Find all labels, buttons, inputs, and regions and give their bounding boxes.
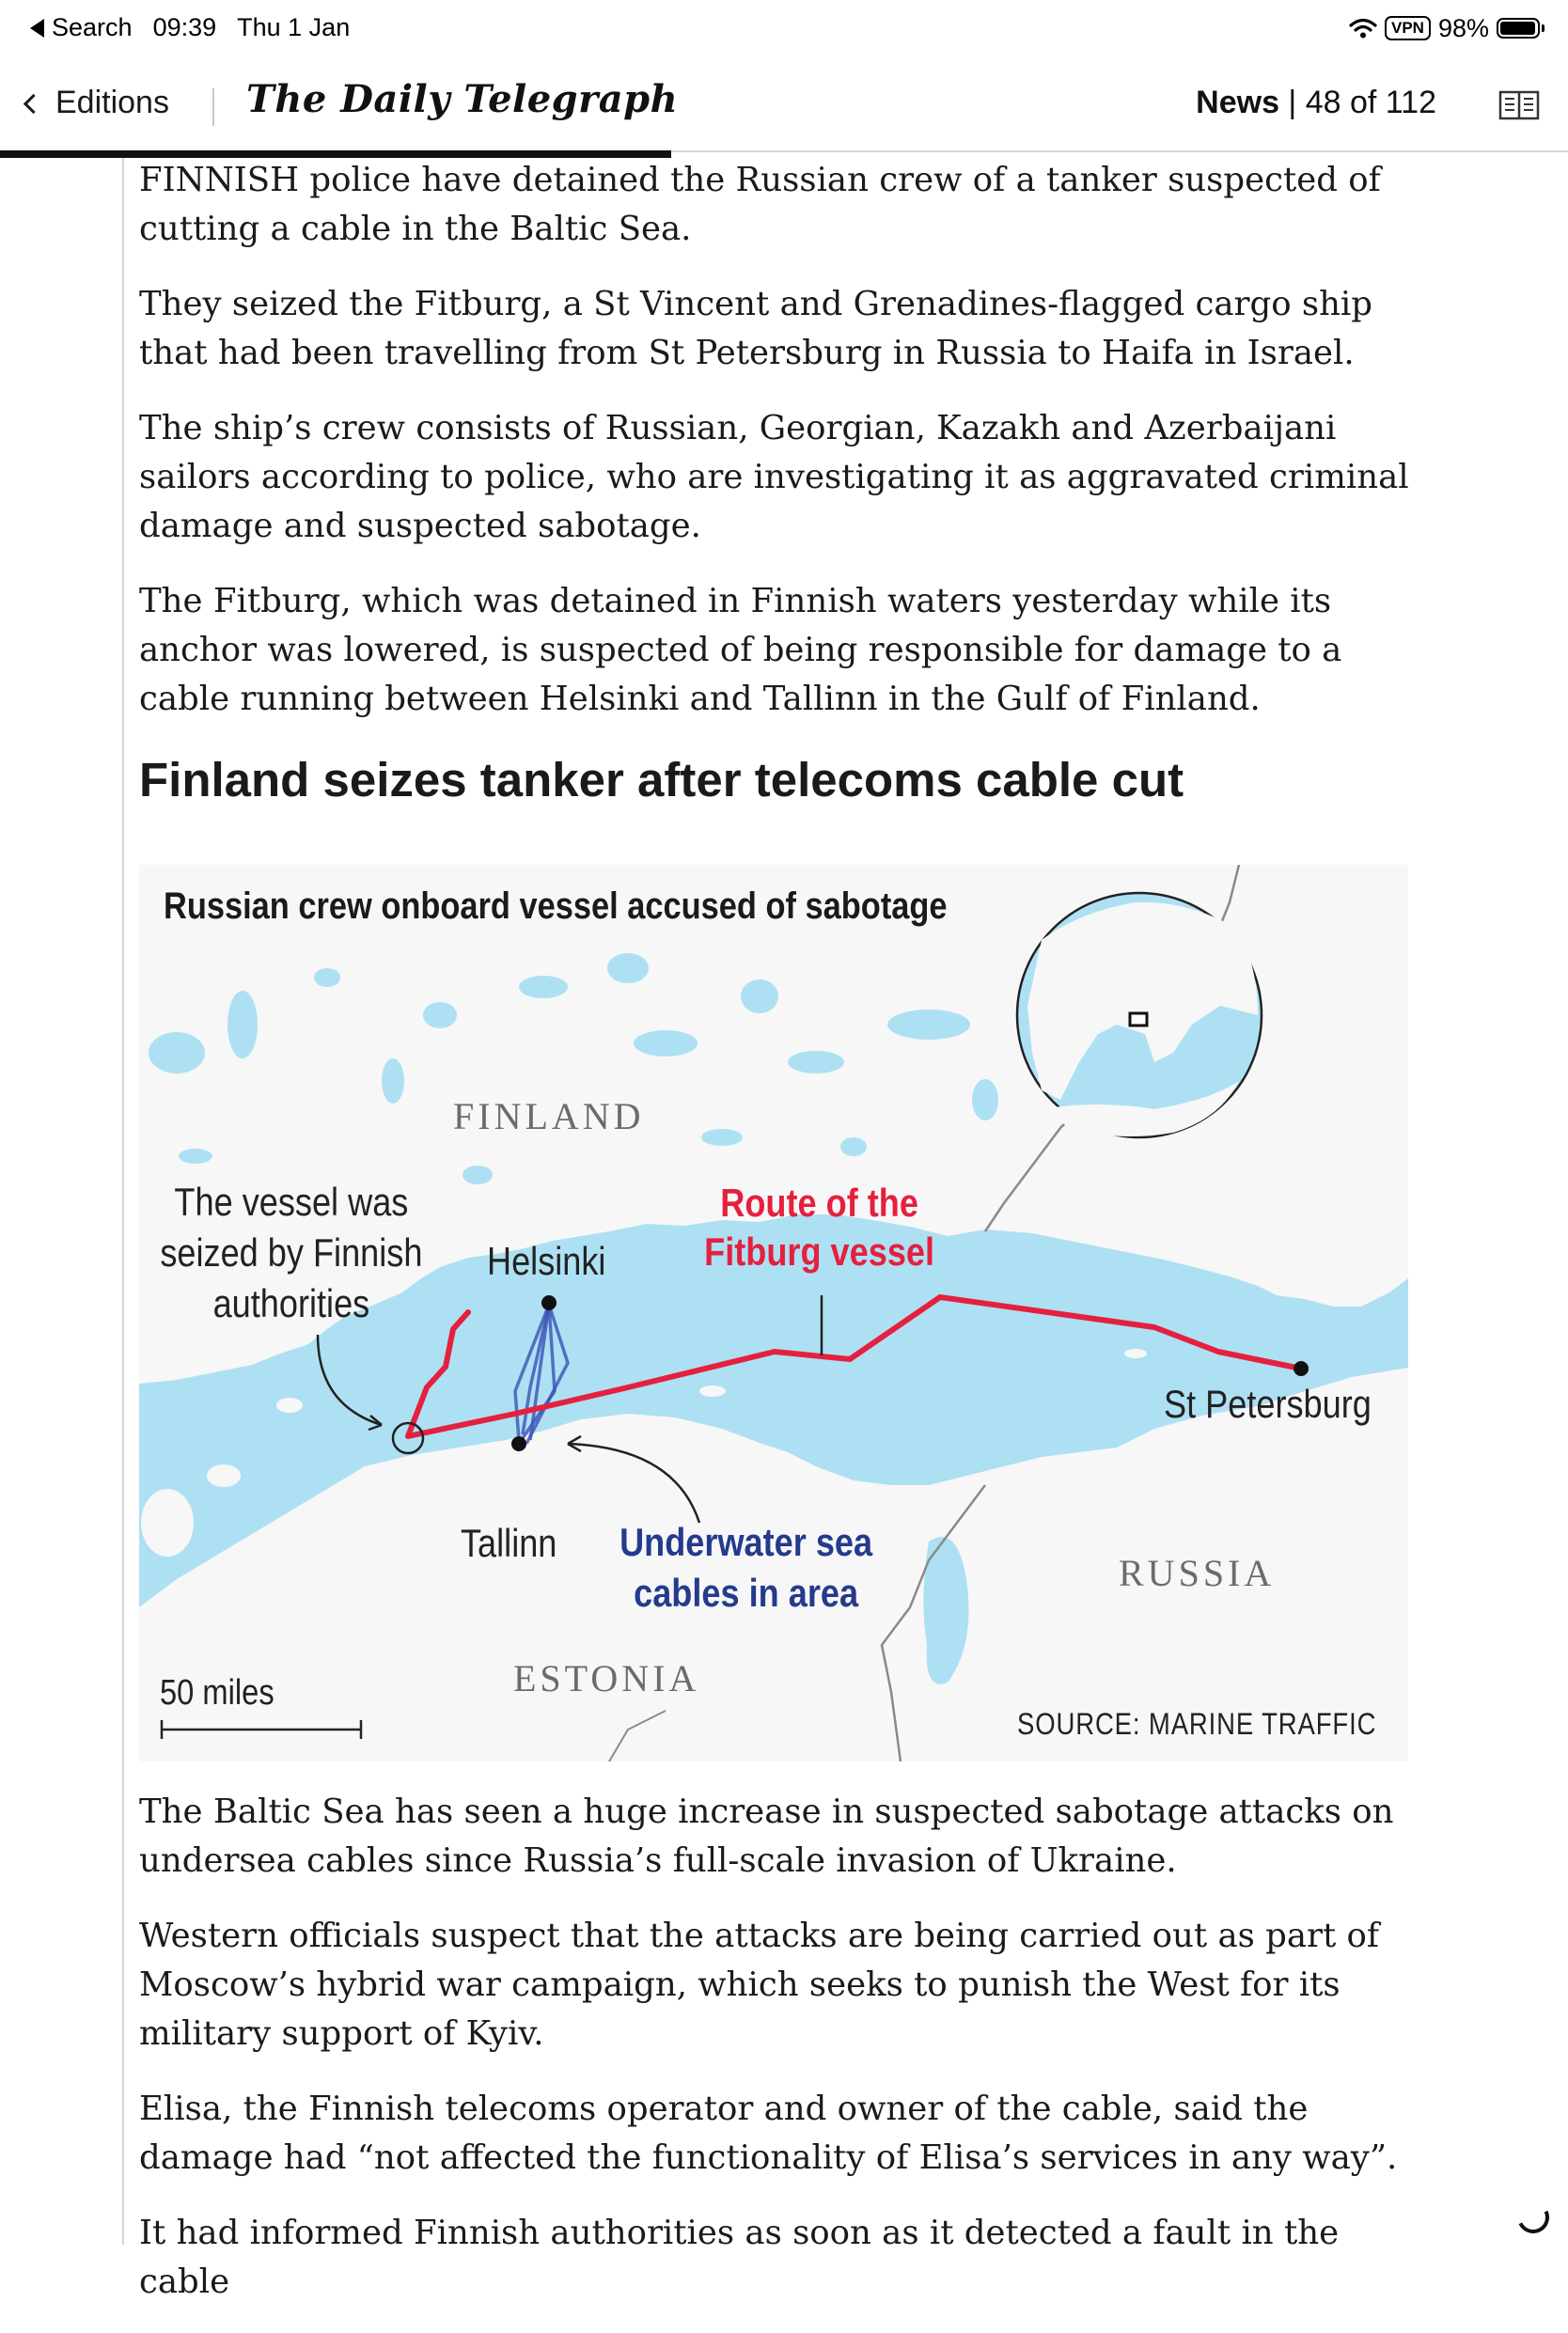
wifi-icon bbox=[1349, 17, 1377, 39]
article-paragraph: Elisa, the Finnish telecoms operator and owner of the cable, said the damage had “not affected the functionality of Elisa’s services in any way”. bbox=[139, 2090, 1398, 2177]
label-finland: FINLAND bbox=[453, 1095, 645, 1137]
label-estonia: ESTONIA bbox=[513, 1657, 700, 1699]
article-paragraph: They seized the Fitburg, a St Vincent and Grenadines-flagged cargo ship that had been travelling from St Petersburg in Russia to Haifa in Israel. bbox=[139, 285, 1373, 372]
status-date: Thu 1 Jan bbox=[237, 13, 351, 41]
status-bar bbox=[0, 0, 1568, 58]
battery-icon bbox=[1497, 18, 1540, 39]
status-right bbox=[1349, 11, 1540, 45]
annotation-route-line: Fitburg vessel bbox=[704, 1229, 935, 1274]
annotation-route bbox=[690, 1179, 949, 1276]
annotation-seized-line: authorities bbox=[212, 1281, 370, 1325]
battery-percent: 98% bbox=[1437, 13, 1489, 42]
article-paragraph: The ship’s crew consists of Russian, Georgian, Kazakh and Azerbaijani sailors according to police, who are investigating it as aggravated criminal damage and suspected sabotage. bbox=[139, 409, 1409, 545]
nav-divider bbox=[212, 88, 214, 126]
article-body-top bbox=[139, 156, 1429, 750]
annotation-seized bbox=[158, 1177, 425, 1329]
annotation-route-line: Route of the bbox=[720, 1181, 918, 1225]
section-name: News bbox=[1196, 85, 1279, 120]
article-paragraph: It had informed Finnish authorities as soon as it detected a fault in the cable bbox=[139, 2214, 1340, 2301]
status-left bbox=[30, 13, 350, 42]
article-paragraph: Western officials suspect that the attacks are being carried out as part of Moscow’s hybrid war campaign, which seeks to punish the West for its military support of Kyiv. bbox=[139, 1917, 1380, 2053]
annotation-seized-line: The vessel was bbox=[174, 1180, 409, 1224]
battery-fill bbox=[1500, 22, 1535, 35]
annotation-seized-line: seized by Finnish bbox=[160, 1230, 423, 1275]
article-body-bottom bbox=[139, 1788, 1429, 2333]
page-position: 48 of 112 bbox=[1305, 85, 1436, 120]
label-tallinn: Tallinn bbox=[461, 1521, 557, 1565]
annotation-cables-line: cables in area bbox=[634, 1571, 859, 1615]
scale-label: 50 miles bbox=[160, 1673, 274, 1713]
label-st-petersburg: St Petersburg bbox=[1164, 1382, 1372, 1426]
editions-label: Editions bbox=[55, 85, 169, 120]
map-source: SOURCE: MARINE TRAFFIC bbox=[1017, 1707, 1377, 1741]
article-paragraph: The Fitburg, which was detained in Finnish waters yesterday while its anchor was lowered, is suspected of being responsible for damage to a cable running between Helsinki and Tallinn in the Gulf of Finland. bbox=[139, 582, 1342, 718]
label-russia: RUSSIA bbox=[1119, 1552, 1276, 1594]
map-graphic[interactable] bbox=[139, 865, 1408, 1761]
editions-back-button[interactable] bbox=[26, 85, 169, 121]
st-petersburg-dot bbox=[1294, 1361, 1309, 1376]
label-helsinki: Helsinki bbox=[487, 1239, 606, 1283]
map-subtitle: Russian crew onboard vessel accused of sabotage bbox=[164, 885, 948, 927]
inset-locator-box bbox=[1130, 1013, 1147, 1026]
article-paragraph: The Baltic Sea has seen a huge increase in suspected sabotage attacks on undersea cables since Russia’s full-scale invasion of Ukraine. bbox=[139, 1793, 1394, 1880]
nav-bar bbox=[0, 58, 1568, 152]
reader-view-icon[interactable] bbox=[1498, 90, 1540, 120]
publication-logo: The Daily Telegraph bbox=[246, 77, 679, 121]
article-left-rule bbox=[122, 158, 124, 2245]
back-triangle-icon[interactable] bbox=[30, 19, 44, 38]
figure-title: Finland seizes tanker after telecoms cable cut bbox=[139, 753, 1184, 806]
tallinn-dot bbox=[511, 1436, 526, 1451]
article-paragraph: FINNISH police have detained the Russian crew of a tanker suspected of cutting a cable in the Baltic Sea. bbox=[139, 161, 1381, 248]
annotation-cables-line: Underwater sea bbox=[619, 1520, 873, 1564]
chevron-left-icon bbox=[24, 94, 43, 114]
section-page-counter: News | 48 of 112 bbox=[1196, 85, 1436, 120]
back-app-label[interactable]: Search bbox=[52, 13, 133, 41]
loading-spinner-icon bbox=[1513, 2197, 1554, 2238]
helsinki-dot bbox=[541, 1295, 557, 1310]
vpn-badge: VPN bbox=[1385, 16, 1431, 40]
status-time: 09:39 bbox=[152, 13, 217, 41]
annotation-cables bbox=[617, 1517, 875, 1619]
